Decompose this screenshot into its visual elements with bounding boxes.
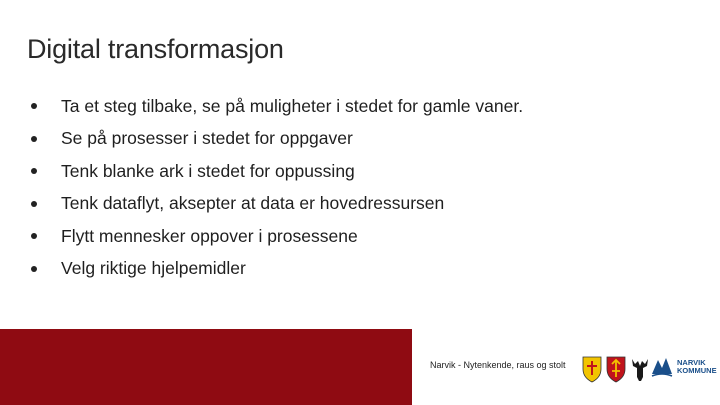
logo-text: NARVIK KOMMUNE <box>677 358 717 375</box>
bullet-item <box>31 90 523 123</box>
bullet-dot-icon <box>31 201 37 207</box>
bullet-dot-icon <box>31 266 37 272</box>
narvik-kommune-logo <box>650 354 717 380</box>
footer-tagline: Narvik - Nytenkende, raus og stolt <box>430 360 566 370</box>
bullet-item <box>31 253 523 286</box>
bullet-text: Se på prosesser i stedet for oppgaver <box>61 128 353 149</box>
bullet-dot-icon <box>31 168 37 174</box>
bullet-item <box>31 188 523 221</box>
bullet-text: Tenk blanke ark i stedet for oppussing <box>61 160 355 181</box>
bullet-text: Flytt mennesker oppover i prosessene <box>61 225 358 246</box>
moose-icon <box>629 355 651 383</box>
bullet-item <box>31 155 523 188</box>
bullet-item <box>31 220 523 253</box>
municipal-crests <box>581 352 653 386</box>
bullet-dot-icon <box>31 103 37 109</box>
bullet-dot-icon <box>31 233 37 239</box>
bullet-item <box>31 123 523 156</box>
bullet-list <box>31 90 523 285</box>
bullet-text: Velg riktige hjelpemidler <box>61 258 246 279</box>
narvik-logo-icon <box>650 354 674 380</box>
bullet-text: Tenk dataflyt, aksepter at data er hovedressursen <box>61 193 445 214</box>
slide-title: Digital transformasjon <box>27 34 284 64</box>
footer-accent-bar <box>0 329 412 405</box>
bullet-text: Ta et steg tilbake, se på muligheter i stedet for gamle vaner. <box>61 95 524 116</box>
shield-red-icon <box>605 355 627 383</box>
bullet-dot-icon <box>31 136 37 142</box>
shield-yellow-icon <box>581 355 603 383</box>
